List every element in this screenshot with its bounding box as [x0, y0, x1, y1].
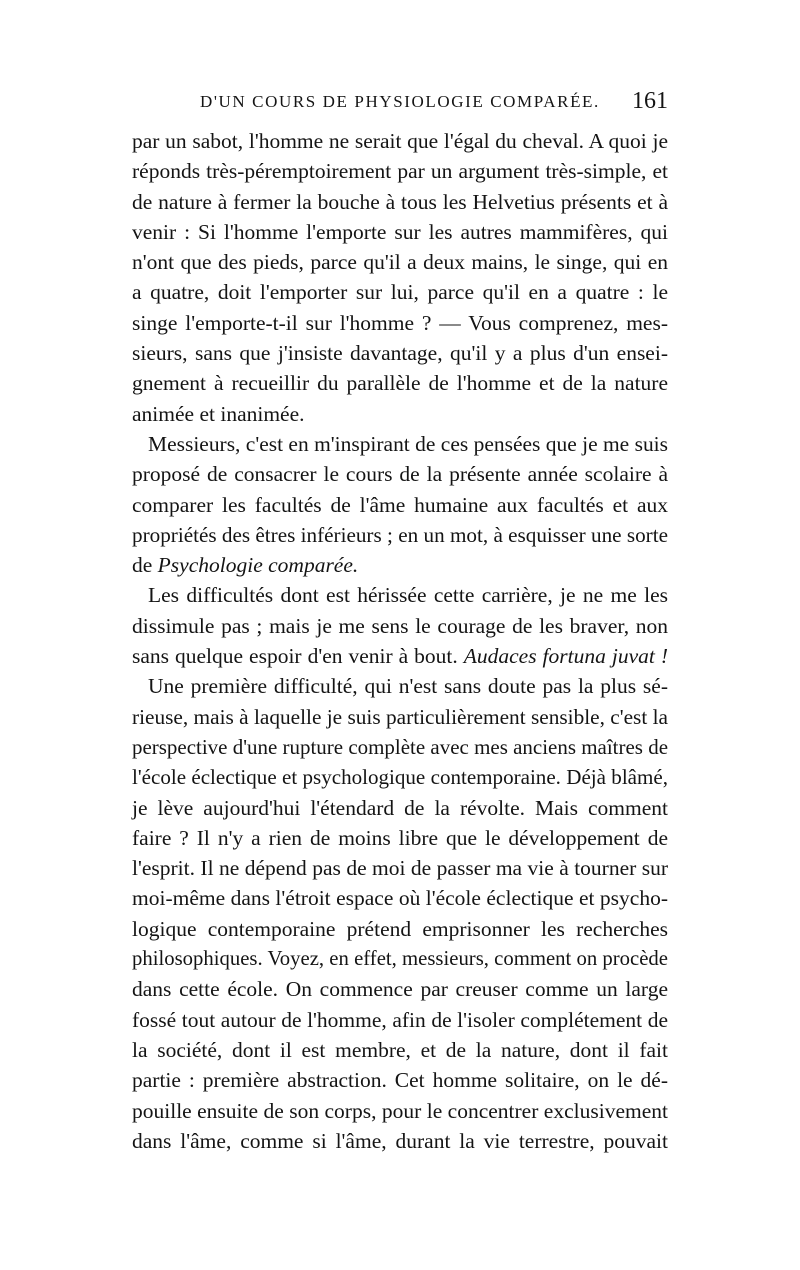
text-segment: par un sabot, l'homme ne serait que l'égal du cheval. A quoi je	[132, 129, 668, 153]
text-line	[132, 308, 668, 338]
text-segment: dans cette école. On commence par creuser comme un large	[132, 977, 668, 1002]
text-line	[132, 338, 668, 368]
text-segment: partie : première abstraction. Cet homme solitaire, on le dé-	[132, 1068, 668, 1093]
text-line	[132, 126, 668, 156]
text-segment: animée et inanimée.	[132, 401, 305, 426]
text-line	[132, 217, 668, 247]
text-segment: réponds très-péremptoirement par un argument très-simple, et	[132, 159, 668, 184]
italic-term: Psychologie comparée.	[157, 553, 359, 578]
text-segment: gnement à recueillir du parallèle de l'homme et de la nature	[132, 371, 668, 396]
text-segment: sieurs, sans que j'insiste davantage, qu'il y a plus d'un ensei-	[132, 341, 668, 366]
text-line	[132, 641, 668, 671]
text-segment: comparer les facultés de l'âme humaine aux facultés et aux	[132, 492, 668, 517]
text-line	[132, 1035, 668, 1065]
text-line	[132, 732, 668, 762]
text-line	[132, 762, 668, 792]
text-line	[132, 702, 668, 732]
text-segment: Une première difficulté, qui n'est sans doute pas la plus sé-	[148, 674, 668, 699]
text-segment: dans l'âme, comme si l'âme, durant la vie terrestre, pouvait	[132, 1128, 668, 1153]
text-line	[132, 187, 668, 217]
text-segment: faire ? Il n'y a rien de moins libre que le développement de	[132, 825, 668, 850]
text-segment: l'école éclectique et psychologique contemporaine. Déjà blâmé,	[132, 765, 668, 790]
text-segment: venir : Si l'homme l'emporte sur les autres mammifères, qui	[132, 219, 668, 244]
text-segment: la société, dont il est membre, et de la nature, dont il fait	[132, 1037, 668, 1062]
text-segment: je lève aujourd'hui l'étendard de la révolte. Mais comment	[132, 795, 668, 820]
text-segment: proposé de consacrer le cours de la présente année scolaire à	[132, 462, 668, 487]
running-title: D'UN COURS DE PHYSIOLOGIE COMPARÉE.	[200, 92, 600, 111]
body-text	[132, 126, 668, 1156]
text-segment: de	[132, 553, 158, 578]
text-line	[132, 459, 668, 489]
text-line	[132, 156, 668, 186]
running-header	[132, 88, 668, 124]
text-line	[132, 580, 668, 610]
text-segment: singe l'emporte-t-il sur l'homme ? — Vous comprenez, mes-	[132, 310, 668, 335]
text-line	[132, 1005, 668, 1035]
text-segment: dissimule pas ; mais je me sens le courage de les braver, non	[132, 613, 668, 638]
text-segment: n'ont que des pieds, parce qu'il a deux mains, le singe, qui en	[132, 250, 668, 275]
text-segment: logique contemporaine prétend emprisonner les recherches	[132, 916, 668, 941]
text-segment: philosophiques. Voyez, en effet, messieurs, comment on procède	[132, 948, 668, 971]
text-line	[132, 1096, 668, 1126]
text-line	[132, 277, 668, 307]
text-line	[132, 247, 668, 277]
text-line	[132, 368, 668, 398]
text-segment: sans quelque espoir d'en venir à bout.	[132, 644, 464, 669]
text-segment: rieuse, mais à laquelle je suis particulièrement sensible, c'est la	[132, 704, 668, 729]
text-segment: perspective d'une rupture complète avec mes anciens maîtres de	[132, 734, 668, 759]
text-line	[132, 914, 668, 944]
text-line	[132, 429, 668, 459]
text-segment: moi-même dans l'étroit espace où l'école éclectique et psycho-	[132, 886, 668, 911]
text-segment: fossé tout autour de l'homme, afin de l'isoler complétement de	[132, 1007, 668, 1032]
text-segment: Les difficultés dont est hérissée cette carrière, je ne me les	[148, 583, 668, 608]
text-line	[132, 399, 668, 429]
page-number: 161	[632, 88, 668, 114]
text-segment: de nature à fermer la bouche à tous les Helvetius présents et à	[132, 189, 668, 214]
text-line	[132, 944, 668, 974]
text-segment: pouille ensuite de son corps, pour le concentrer exclusivement	[132, 1098, 668, 1123]
latin-quote: Audaces fortuna juvat !	[463, 644, 668, 669]
text-line	[132, 1126, 668, 1156]
text-line	[132, 671, 668, 701]
text-line	[132, 490, 668, 520]
text-line	[132, 1065, 668, 1095]
text-line	[132, 853, 668, 883]
text-segment: a quatre, doit l'emporter sur lui, parce qu'il en a quatre : le	[132, 280, 668, 305]
text-line	[132, 550, 668, 580]
text-line	[132, 611, 668, 641]
text-line	[132, 883, 668, 913]
text-line	[132, 823, 668, 853]
text-segment: l'esprit. Il ne dépend pas de moi de passer ma vie à tourner sur	[132, 856, 668, 881]
text-line	[132, 974, 668, 1004]
text-segment: propriétés des êtres inférieurs ; en un mot, à esquisser une sorte	[132, 522, 668, 547]
text-segment: Messieurs, c'est en m'inspirant de ces pensées que je me suis	[148, 431, 668, 456]
text-line	[132, 793, 668, 823]
text-line	[132, 520, 668, 550]
